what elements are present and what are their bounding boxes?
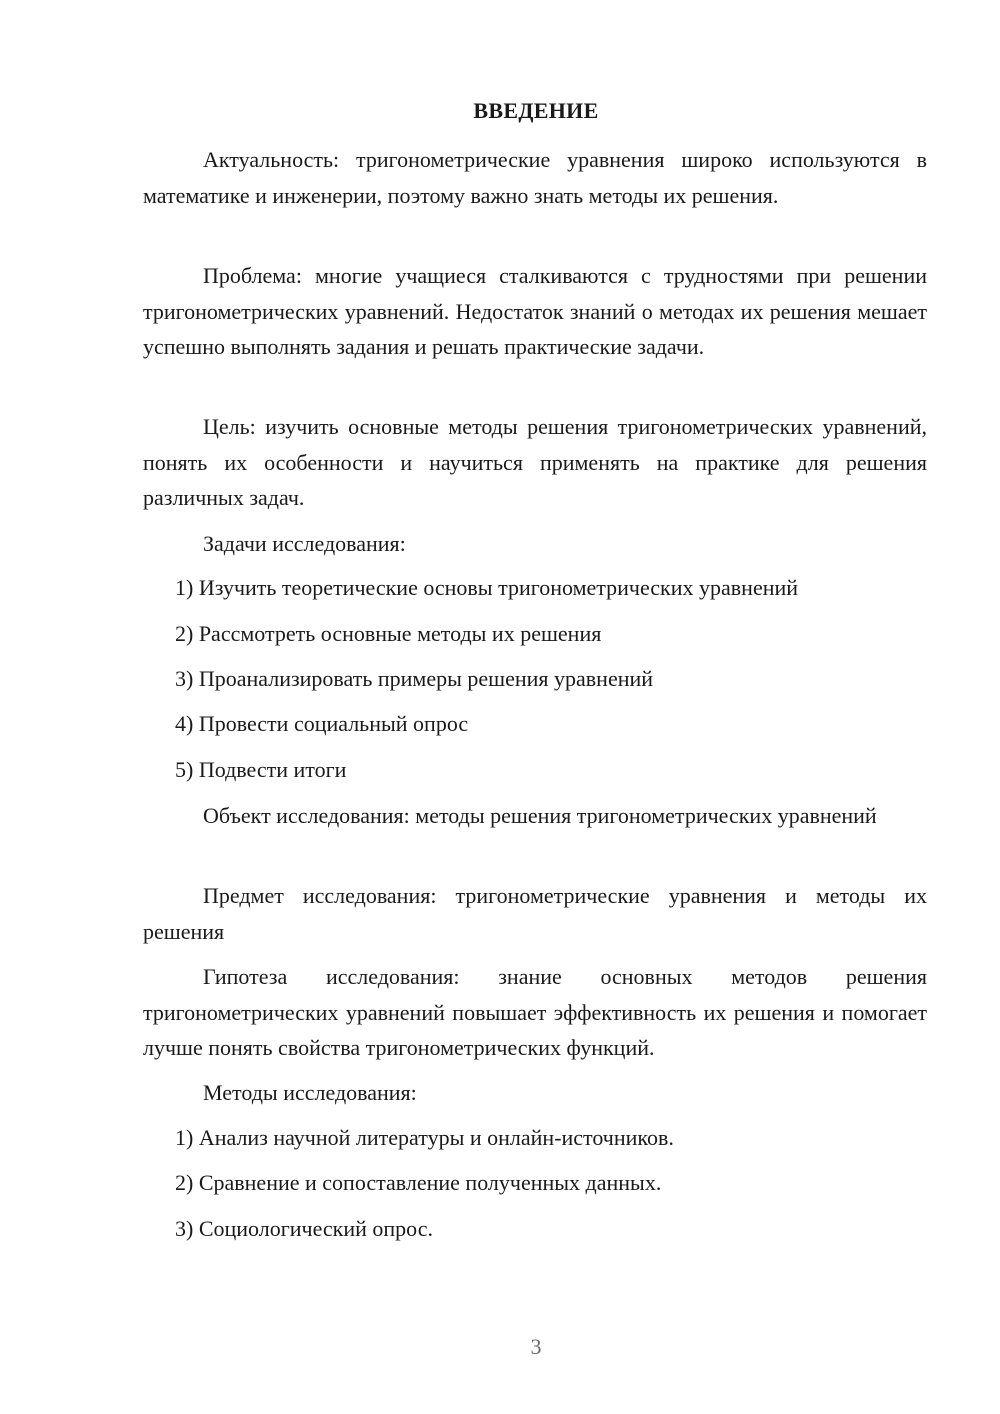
page-number: 3 [530, 1334, 542, 1359]
relevance-paragraph: Актуальность: тригонометрические уравнения широко используются в математике и инженерии, поэтому важно знать методы их решения. [143, 147, 927, 208]
hypothesis-paragraph: Гипотеза исследования: знание основных методов решения тригонометрических уравнений повышает эффективность их решения и помогает лучше понять свойства тригонометрических функций. [143, 964, 927, 1060]
problem-paragraph: Проблема: многие учащиеся сталкиваются с трудностями при решении тригонометрических уравнений. Недостаток знаний о методах их решения мешает успешно выполнять задания и решать практические задачи. [143, 263, 927, 359]
task-item: 4) Провести социальный опрос [175, 711, 469, 736]
tasks-heading: Задачи исследования: [203, 531, 406, 556]
method-item: 2) Сравнение и сопоставление полученных данных. [175, 1170, 662, 1195]
task-item: 5) Подвести итоги [175, 757, 347, 782]
method-item: 1) Анализ научной литературы и онлайн-источников. [175, 1125, 674, 1150]
task-item: 3) Проанализировать примеры решения уравнений [175, 666, 654, 691]
task-item: 2) Рассмотреть основные методы их решения [175, 621, 602, 646]
goal-paragraph: Цель: изучить основные методы решения тригонометрических уравнений, понять их особенности и научиться применять на практике для решения различных задач. [143, 414, 927, 510]
subject-paragraph: Предмет исследования: тригонометрические уравнения и методы их решения [143, 883, 927, 944]
object-paragraph: Объект исследования: методы решения тригонометрических уравнений [203, 803, 877, 828]
methods-heading: Методы исследования: [203, 1080, 417, 1105]
method-item: 3) Социологический опрос. [175, 1216, 433, 1241]
section-title: ВВЕДЕНИЕ [473, 98, 599, 123]
task-item: 1) Изучить теоретические основы тригонометрических уравнений [175, 575, 799, 600]
